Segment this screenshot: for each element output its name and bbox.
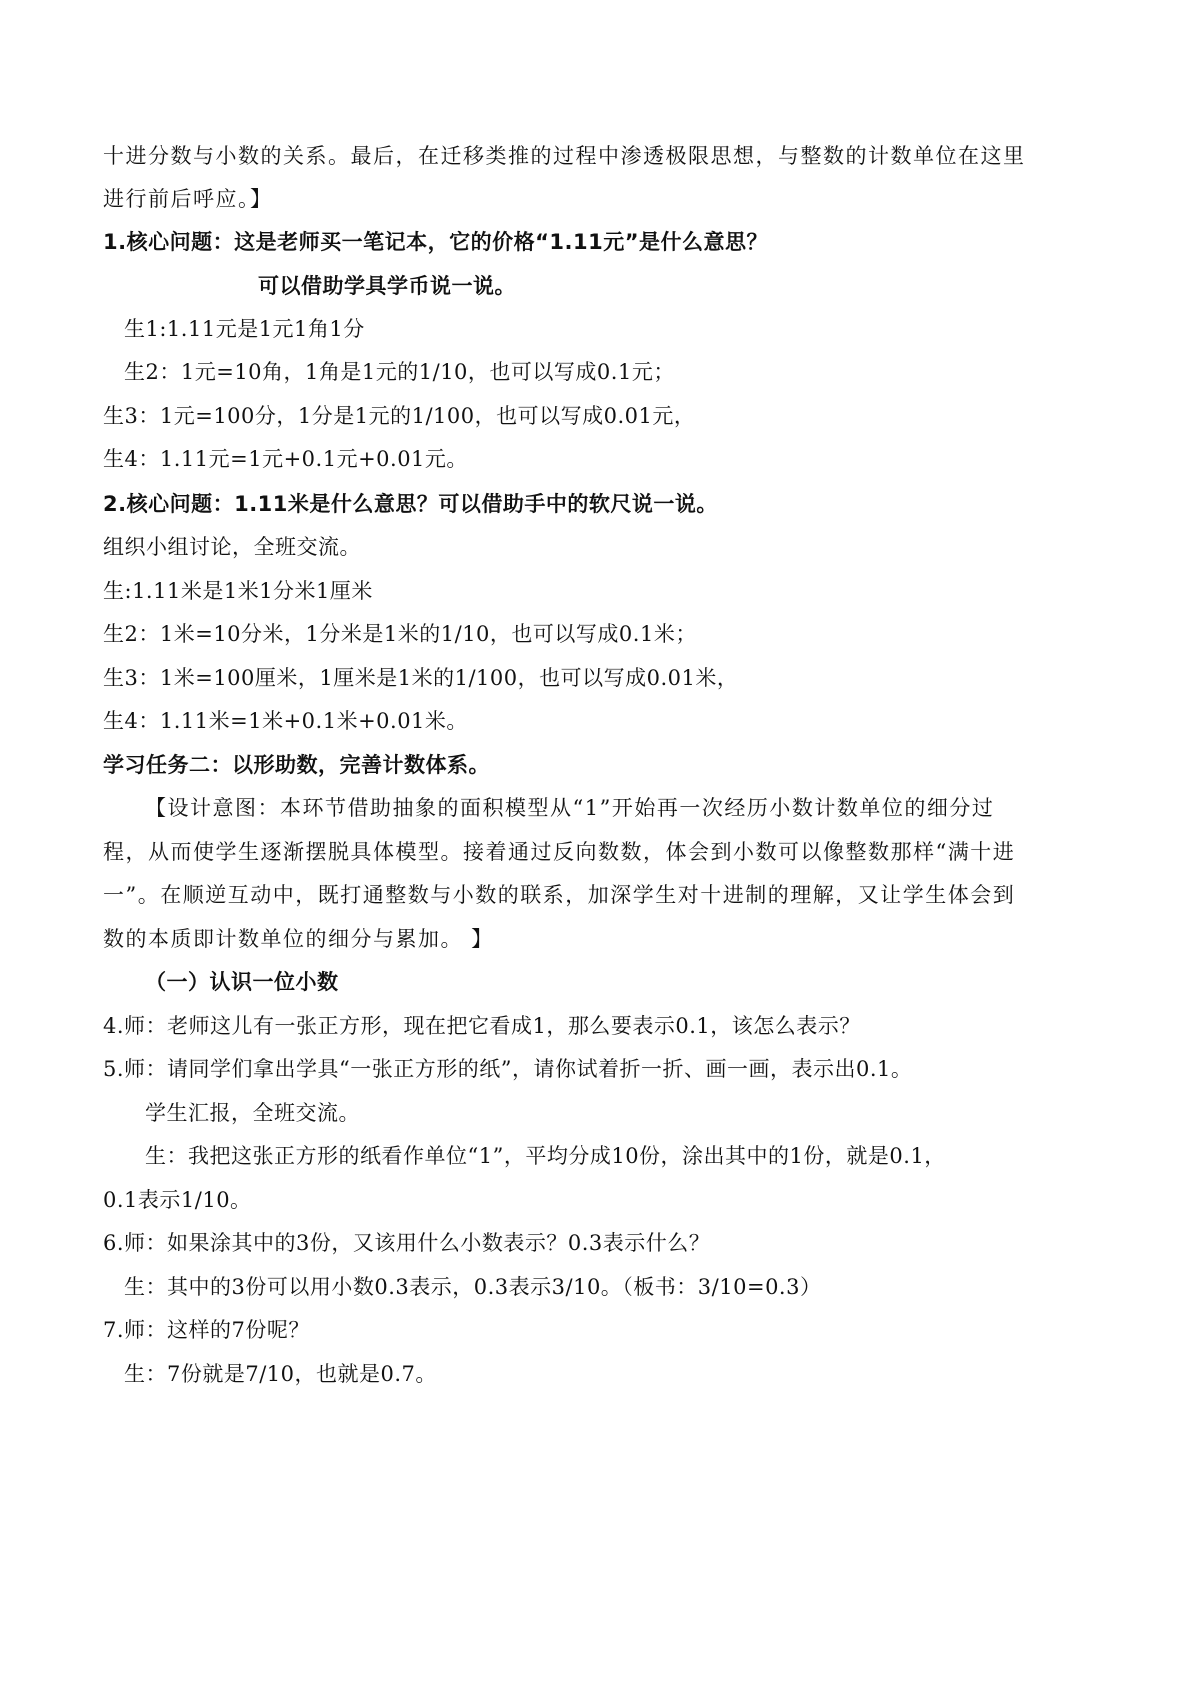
student-answer-6: 生：其中的3份可以用小数0.3表示，0.3表示3/10。（板书：3/10=0.3） — [124, 1275, 822, 1299]
design-intent-line-2: 程，从而使学生逐渐摆脱具体模型。接着通过反向数数，体会到小数可以像整数那样“满十进 — [103, 840, 1016, 864]
design-intent-line-1: 【设计意图：本环节借助抽象的面积模型从“1”开始再一次经历小数计数单位的细分过 — [145, 796, 995, 820]
student-answer-1-2: 生2：1元=10角，1角是1元的1/10，也可以写成0.1元； — [124, 360, 675, 384]
design-intent-line-3: 一”。在顺逆互动中，既打通整数与小数的联系，加深学生对十进制的理解，又让学生体会到 — [103, 883, 1016, 907]
learning-task-2-heading: 学习任务二：以形助数，完善计数体系。 — [103, 753, 490, 777]
teacher-question-5: 5.师：请同学们拿出学具“一张正方形的纸”，请你试着折一折、画一画，表示出0.1。 — [103, 1057, 913, 1081]
core-question-1-subtitle: 可以借助学具学币说一说。 — [258, 274, 516, 298]
student-answer-1-1: 生1:1.11元是1元1角1分 — [124, 317, 365, 341]
section-heading-one-decimal: （一）认识一位小数 — [145, 970, 339, 994]
group-discussion-note: 组织小组讨论，全班交流。 — [103, 535, 361, 559]
student-answer-2-1: 生:1.11米是1米1分米1厘米 — [103, 579, 373, 603]
design-intent-continuation-line-1: 十进分数与小数的关系。最后，在迁移类推的过程中渗透极限思想，与整数的计数单位在这里 — [103, 144, 1026, 168]
student-answer-1-3: 生3：1元=100分，1分是1元的1/100，也可以写成0.01元， — [103, 404, 696, 428]
design-intent-line-4: 数的本质即计数单位的细分与累加。 】 — [103, 927, 494, 951]
student-answer-1-4: 生4：1.11元=1元+0.1元+0.01元。 — [103, 447, 468, 471]
student-answer-2-3: 生3：1米=100厘米，1厘米是1米的1/100，也可以写成0.01米， — [103, 666, 739, 690]
student-answer-5-line-2: 0.1表示1/10。 — [103, 1188, 252, 1212]
teacher-question-6: 6.师：如果涂其中的3份，又该用什么小数表示？0.3表示什么？ — [103, 1231, 711, 1255]
student-report-note: 学生汇报，全班交流。 — [145, 1101, 360, 1125]
student-answer-7: 生：7份就是7/10，也就是0.7。 — [124, 1362, 437, 1386]
teacher-question-4: 4.师：老师这儿有一张正方形，现在把它看成1，那么要表示0.1，该怎么表示？ — [103, 1014, 861, 1038]
student-answer-2-2: 生2：1米=10分米，1分米是1米的1/10，也可以写成0.1米； — [103, 622, 697, 646]
teacher-question-7: 7.师：这样的7份呢？ — [103, 1318, 310, 1342]
student-answer-5-line-1: 生：我把这张正方形的纸看作单位“1”，平均分成10份，涂出其中的1份，就是0.1， — [145, 1144, 946, 1168]
core-question-1: 1.核心问题：这是老师买一笔记本，它的价格“1.11元”是什么意思？ — [103, 230, 769, 254]
student-answer-2-4: 生4：1.11米=1米+0.1米+0.01米。 — [103, 709, 468, 733]
design-intent-continuation-line-2: 进行前后呼应。】 — [103, 187, 273, 211]
core-question-2: 2.核心问题：1.11米是什么意思？可以借助手中的软尺说一说。 — [103, 492, 718, 516]
